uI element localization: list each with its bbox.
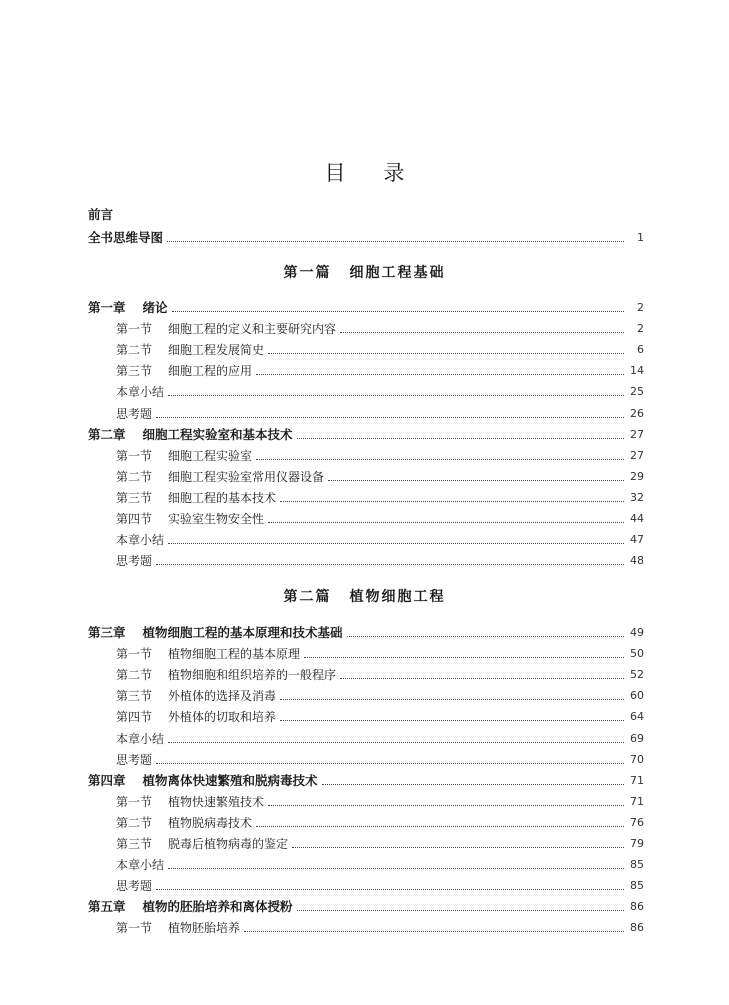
chapter-number: 第一章 [88, 300, 126, 315]
toc-page-number: 2 [637, 322, 644, 336]
toc-section-entry[interactable] [116, 836, 644, 852]
toc-entry-title: 植物细胞工程的基本原理和技术基础 [142, 625, 343, 640]
toc-chapter-entry[interactable] [88, 625, 644, 641]
toc-chapter-entry[interactable] [88, 300, 644, 316]
toc-entry-label [116, 646, 300, 662]
toc-page-number: 71 [630, 773, 644, 787]
section-number: 第三节 [116, 490, 153, 505]
toc-page-number: 44 [630, 512, 644, 525]
toc-entry-label [116, 406, 152, 422]
toc-entry-mindmap[interactable] [88, 230, 644, 246]
toc-page-number: 79 [630, 837, 644, 850]
toc-entry-label [116, 363, 252, 379]
toc-page-number: 49 [630, 626, 644, 639]
toc-entry-label [116, 752, 152, 768]
toc-chapter-entry[interactable] [88, 427, 644, 443]
toc-entry-label [116, 815, 252, 831]
toc-section-entry[interactable] [116, 406, 644, 422]
toc-entry-title: 细胞工程的基本技术 [168, 490, 277, 505]
toc-section-entry[interactable] [116, 490, 644, 506]
toc-entry-title: 绪论 [142, 300, 168, 315]
toc-entry-label [88, 899, 293, 915]
toc-entry-title: 细胞工程实验室 [168, 448, 253, 463]
toc-section-entry[interactable] [116, 553, 644, 569]
toc-section-entry[interactable] [116, 384, 644, 400]
toc-page-number: 85 [630, 879, 644, 893]
toc-page-number: 26 [630, 406, 644, 420]
toc-page-number: 60 [630, 689, 644, 703]
toc-entry-label [116, 731, 164, 747]
leader-dots [297, 429, 624, 439]
toc-section-entry[interactable] [116, 794, 644, 810]
chapter-number: 第四章 [88, 772, 126, 788]
toc-page-number: 47 [630, 533, 644, 547]
toc-entry-title: 思考题 [116, 752, 153, 767]
toc-entry-title: 植物快速繁殖技术 [168, 794, 265, 809]
toc-chapter-entry[interactable] [88, 899, 644, 915]
toc-entry-title: 细胞工程实验室和基本技术 [142, 426, 293, 442]
toc-section-entry[interactable] [116, 920, 644, 936]
leader-dots [280, 492, 624, 502]
leader-dots [347, 627, 624, 637]
leader-dots [156, 754, 624, 764]
toc-page-number: 29 [630, 469, 644, 483]
section-number: 第一节 [116, 448, 153, 463]
leader-dots [256, 365, 624, 375]
toc-page-number: 27 [630, 427, 644, 441]
toc-entry-title: 植物的胚胎培养和离体授粉 [142, 899, 293, 915]
toc-section-entry[interactable] [116, 532, 644, 548]
toc-entry-title: 实验室生物安全性 [168, 512, 265, 526]
toc-section-entry[interactable] [116, 321, 644, 337]
toc-page-number: 32 [630, 490, 644, 504]
toc-entry-title: 外植体的选择及消毒 [168, 689, 277, 704]
part-heading-2 [0, 587, 729, 607]
toc-entry-title: 植物离体快速繁殖和脱病毒技术 [142, 772, 318, 788]
toc-page-number: 27 [630, 448, 644, 462]
toc-page-number: 2 [637, 301, 644, 314]
toc-entry-label [116, 321, 336, 337]
toc-entry-title: 本章小结 [116, 385, 165, 400]
toc-entry-label [116, 553, 152, 569]
leader-dots [328, 471, 624, 481]
leader-dots [268, 796, 624, 806]
toc-entry-label [116, 794, 264, 810]
section-number: 第二节 [116, 815, 153, 830]
toc-entry-label [116, 688, 276, 704]
toc-entry-label [88, 427, 293, 443]
toc-page-number: 86 [630, 900, 644, 914]
leader-dots [340, 323, 624, 333]
part-number: 第二篇 [283, 589, 332, 605]
section-number: 第一节 [116, 921, 153, 936]
toc-section-entry[interactable] [116, 363, 644, 379]
toc-entry-title: 本章小结 [116, 533, 165, 548]
toc-page-number: 70 [630, 752, 644, 766]
toc-entry-label [116, 342, 264, 358]
toc-entry-title: 细胞工程实验室常用仪器设备 [168, 469, 325, 484]
section-number: 第一节 [116, 322, 153, 337]
toc-section-entry[interactable] [116, 857, 644, 873]
toc-entry-title: 植物细胞工程的基本原理 [168, 647, 301, 662]
part-name: 细胞工程基础 [349, 265, 446, 281]
section-number: 第二节 [116, 469, 153, 484]
leader-dots [167, 232, 624, 242]
leader-dots [172, 302, 624, 312]
toc-entry-title: 细胞工程发展简史 [168, 343, 265, 358]
leader-dots [322, 775, 624, 785]
toc-entry-label [116, 857, 164, 873]
toc-entry-title: 本章小结 [116, 731, 165, 746]
toc-entry-title: 细胞工程的应用 [168, 364, 253, 379]
toc-page-number: 71 [630, 794, 644, 808]
toc-entry-label [116, 384, 164, 400]
toc-section-entry[interactable] [116, 342, 644, 358]
leader-dots [156, 555, 624, 565]
leader-dots [304, 648, 624, 658]
toc-entry-label [88, 773, 318, 789]
toc-page-number: 69 [630, 731, 644, 745]
leader-dots [168, 386, 624, 396]
leader-dots [168, 733, 624, 743]
toc-page-number: 6 [637, 343, 644, 357]
section-number: 第三节 [116, 689, 153, 704]
toc-section-entry[interactable] [116, 731, 644, 747]
leader-dots [168, 859, 624, 869]
toc-page-number: 50 [630, 647, 644, 661]
leader-dots [156, 408, 624, 418]
toc-section-entry[interactable] [116, 815, 644, 831]
toc-section-entry[interactable] [116, 709, 644, 725]
toc-entry-title: 植物脱病毒技术 [168, 815, 253, 830]
leader-dots [292, 838, 624, 848]
toc-entry-title: 思考题 [116, 554, 153, 569]
toc-section-entry[interactable] [116, 511, 644, 527]
toc-section-entry[interactable] [116, 878, 644, 894]
chapter-number: 第二章 [88, 426, 126, 442]
section-number: 第一节 [116, 647, 153, 662]
preface-entry[interactable]: 前言 [88, 207, 114, 222]
leader-dots [280, 711, 624, 721]
part-name: 植物细胞工程 [349, 589, 446, 605]
toc-entry-label [116, 469, 324, 485]
page-title: 目录 [324, 161, 443, 185]
toc-section-entry[interactable] [116, 752, 644, 768]
toc-entry-title: 脱毒后植物病毒的鉴定 [168, 837, 289, 851]
toc-entry-label [116, 667, 336, 683]
toc-entry-label [116, 836, 288, 852]
toc-page-number: 1 [637, 231, 644, 244]
toc-entry-title: 植物胚胎培养 [168, 921, 241, 936]
leader-dots [297, 901, 624, 911]
leader-dots [280, 690, 624, 700]
section-number: 第四节 [116, 710, 153, 725]
toc-entry-label [116, 511, 264, 527]
toc-entry-label [116, 878, 152, 894]
leader-dots [268, 344, 624, 354]
toc-entry-title: 植物细胞和组织培养的一般程序 [168, 668, 337, 683]
leader-dots [168, 534, 624, 544]
toc-page-number: 48 [630, 554, 644, 568]
toc-chapter-entry[interactable] [88, 773, 644, 789]
leader-dots [256, 817, 624, 827]
toc-entry-label [88, 300, 168, 316]
toc-entry-title: 本章小结 [116, 858, 165, 873]
toc-entry-label [116, 448, 252, 464]
section-number: 第三节 [116, 837, 153, 851]
part-number: 第一篇 [283, 265, 332, 281]
toc-section-entry[interactable] [116, 469, 644, 485]
leader-dots [340, 669, 624, 679]
leader-dots [256, 450, 624, 460]
toc-section-entry[interactable] [116, 667, 644, 683]
toc-page-number: 25 [630, 385, 644, 399]
toc-page-number: 64 [630, 710, 644, 724]
toc-section-entry[interactable] [116, 646, 644, 662]
toc-page-number: 86 [630, 921, 644, 935]
chapter-number: 第五章 [88, 899, 126, 915]
toc-entry-title: 思考题 [116, 879, 153, 894]
chapter-number: 第三章 [88, 625, 126, 640]
toc-page-number: 14 [630, 364, 644, 378]
section-number: 第三节 [116, 364, 153, 379]
toc-page-number: 52 [630, 668, 644, 682]
toc-entry-title: 思考题 [116, 406, 153, 421]
toc-page-number: 76 [630, 815, 644, 829]
toc-entry-label [116, 490, 276, 506]
toc-section-entry[interactable] [116, 688, 644, 704]
toc-entry-title: 全书思维导图 [88, 230, 164, 245]
leader-dots [156, 880, 624, 890]
section-number: 第一节 [116, 794, 153, 809]
leader-dots [268, 513, 624, 523]
toc-section-entry[interactable] [116, 448, 644, 464]
toc-entry-label [88, 625, 343, 641]
toc-entry-label [116, 920, 240, 936]
part-heading-1 [0, 263, 729, 283]
section-number: 第四节 [116, 512, 153, 526]
section-number: 第二节 [116, 343, 153, 358]
toc-entry-title: 外植体的切取和培养 [168, 710, 277, 725]
toc-entry-title: 细胞工程的定义和主要研究内容 [168, 322, 337, 337]
toc-page-number: 85 [630, 858, 644, 872]
leader-dots [244, 922, 624, 932]
toc-entry-label [116, 709, 276, 725]
toc-entry-label [116, 532, 164, 548]
section-number: 第二节 [116, 668, 153, 683]
